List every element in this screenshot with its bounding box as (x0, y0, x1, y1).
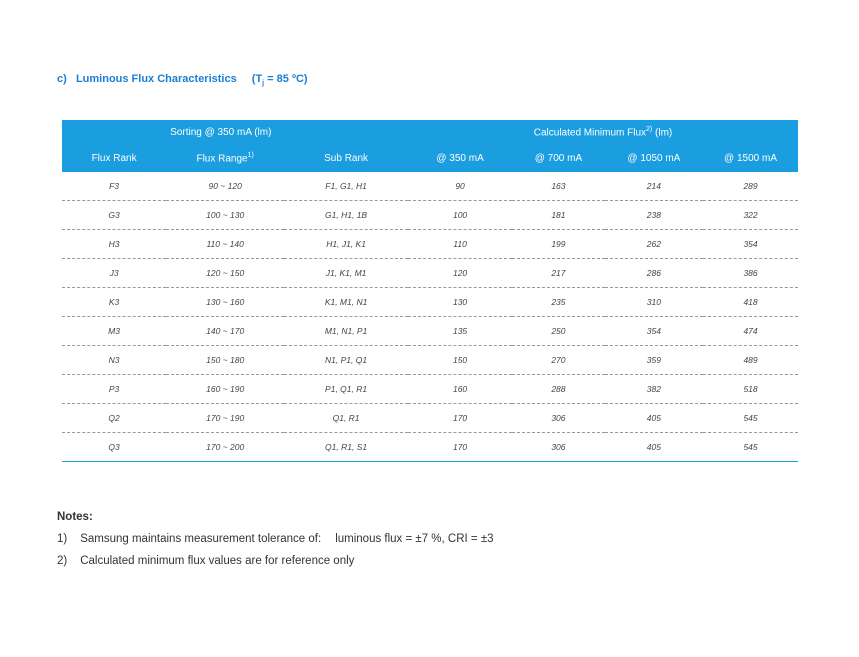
cell-700ma: 270 (512, 346, 605, 375)
note-number: 2) (57, 555, 68, 567)
cell-350ma: 135 (408, 317, 512, 346)
table-row (62, 375, 798, 404)
cell-flux-rank: J3 (62, 259, 166, 288)
cell-350ma: 160 (408, 375, 512, 404)
cell-1050ma: 382 (605, 375, 703, 404)
cell-flux-rank: G3 (62, 201, 166, 230)
cell-flux-range: 130 ~ 160 (166, 288, 284, 317)
calc-prefix: Calculated Minimum Flux (533, 127, 647, 139)
cell-sub-rank: K1, M1, N1 (284, 288, 408, 317)
cell-350ma: 170 (408, 404, 512, 433)
cell-1500ma: 418 (703, 288, 798, 317)
cell-flux-range: 100 ~ 130 (166, 201, 284, 230)
cell-350ma: 130 (408, 288, 512, 317)
cell-flux-rank: P3 (62, 375, 166, 404)
cell-sub-rank: G1, H1, 1B (284, 201, 408, 230)
cell-700ma: 181 (512, 201, 605, 230)
cell-1050ma: 238 (605, 201, 703, 230)
luminous-flux-table (62, 120, 798, 462)
cell-700ma: 306 (512, 404, 605, 433)
note-detail: luminous flux = ±7 %, CRI = ±3 (335, 533, 494, 545)
cell-1500ma: 489 (703, 346, 798, 375)
cell-700ma: 217 (512, 259, 605, 288)
cell-sub-rank: H1, J1, K1 (284, 230, 408, 259)
cell-700ma: 288 (512, 375, 605, 404)
cell-flux-rank: M3 (62, 317, 166, 346)
cell-1500ma: 545 (703, 433, 798, 462)
flux-range-sup: 1) (247, 152, 254, 160)
calc-suffix: (lm) (652, 127, 673, 139)
temperature-condition (251, 73, 308, 88)
table-row (62, 201, 798, 230)
note-item (57, 555, 494, 567)
note-text: Calculated minimum flux values are for reference only (80, 555, 355, 567)
cell-350ma: 120 (408, 259, 512, 288)
cell-flux-range: 170 ~ 200 (166, 433, 284, 462)
condition-sub: j (262, 80, 265, 88)
cell-flux-rank: N3 (62, 346, 166, 375)
col-350ma: @ 350 mA (408, 145, 512, 172)
cell-flux-range: 170 ~ 190 (166, 404, 284, 433)
cell-flux-range: 110 ~ 140 (166, 230, 284, 259)
table-row (62, 230, 798, 259)
cell-350ma: 110 (408, 230, 512, 259)
notes-section (57, 511, 494, 577)
header-spacer (62, 120, 166, 145)
cell-700ma: 199 (512, 230, 605, 259)
cell-700ma: 306 (512, 433, 605, 462)
section-title (57, 73, 308, 87)
col-flux-range (166, 145, 284, 172)
cell-350ma: 90 (408, 172, 512, 201)
sorting-group-header: Sorting @ 350 mA (lm) (166, 120, 408, 145)
cell-1500ma: 386 (703, 259, 798, 288)
cell-flux-range: 120 ~ 150 (166, 259, 284, 288)
cell-1500ma: 322 (703, 201, 798, 230)
cell-sub-rank: N1, P1, Q1 (284, 346, 408, 375)
cell-350ma: 100 (408, 201, 512, 230)
table-row (62, 172, 798, 201)
cell-1500ma: 474 (703, 317, 798, 346)
cell-1050ma: 214 (605, 172, 703, 201)
note-text: Samsung maintains measurement tolerance of: (80, 533, 322, 545)
col-700ma: @ 700 mA (512, 145, 605, 172)
cell-700ma: 235 (512, 288, 605, 317)
cell-flux-rank: K3 (62, 288, 166, 317)
notes-title: Notes: (57, 511, 93, 523)
condition-suffix: = 85 ºC) (264, 73, 308, 85)
cell-1500ma: 545 (703, 404, 798, 433)
cell-1050ma: 405 (605, 404, 703, 433)
cell-sub-rank: F1, G1, H1 (284, 172, 408, 201)
cell-700ma: 250 (512, 317, 605, 346)
table-row (62, 404, 798, 433)
section-label: c) (57, 73, 67, 85)
cell-sub-rank: Q1, R1, S1 (284, 433, 408, 462)
calc-sup: 2) (646, 125, 653, 133)
cell-flux-rank: F3 (62, 172, 166, 201)
cell-flux-rank: Q2 (62, 404, 166, 433)
cell-flux-range: 140 ~ 170 (166, 317, 284, 346)
cell-350ma: 170 (408, 433, 512, 462)
cell-flux-rank: H3 (62, 230, 166, 259)
cell-1500ma: 289 (703, 172, 798, 201)
table-row (62, 288, 798, 317)
note-number: 1) (57, 533, 68, 545)
cell-flux-range: 150 ~ 180 (166, 346, 284, 375)
cell-350ma: 150 (408, 346, 512, 375)
cell-flux-rank: Q3 (62, 433, 166, 462)
cell-1050ma: 359 (605, 346, 703, 375)
cell-1050ma: 286 (605, 259, 703, 288)
note-item (57, 533, 494, 545)
condition-prefix: (T (251, 73, 263, 85)
table-row (62, 346, 798, 375)
table-row (62, 433, 798, 462)
section-title-text: Luminous Flux Characteristics (75, 73, 237, 85)
cell-flux-range: 160 ~ 190 (166, 375, 284, 404)
cell-1050ma: 310 (605, 288, 703, 317)
col-sub-rank: Sub Rank (284, 145, 408, 172)
cell-1050ma: 405 (605, 433, 703, 462)
table-row (62, 259, 798, 288)
cell-sub-rank: J1, K1, M1 (284, 259, 408, 288)
cell-1500ma: 354 (703, 230, 798, 259)
table-row (62, 317, 798, 346)
col-flux-rank: Flux Rank (62, 145, 166, 172)
flux-range-prefix: Flux Range (196, 153, 248, 165)
cell-700ma: 163 (512, 172, 605, 201)
cell-1500ma: 518 (703, 375, 798, 404)
cell-1050ma: 262 (605, 230, 703, 259)
cell-sub-rank: M1, N1, P1 (284, 317, 408, 346)
table-body (62, 172, 798, 462)
cell-1050ma: 354 (605, 317, 703, 346)
col-1050ma: @ 1050 mA (605, 145, 703, 172)
calculated-group-header (408, 120, 798, 145)
cell-sub-rank: Q1, R1 (284, 404, 408, 433)
cell-sub-rank: P1, Q1, R1 (284, 375, 408, 404)
cell-flux-range: 90 ~ 120 (166, 172, 284, 201)
col-1500ma: @ 1500 mA (703, 145, 798, 172)
